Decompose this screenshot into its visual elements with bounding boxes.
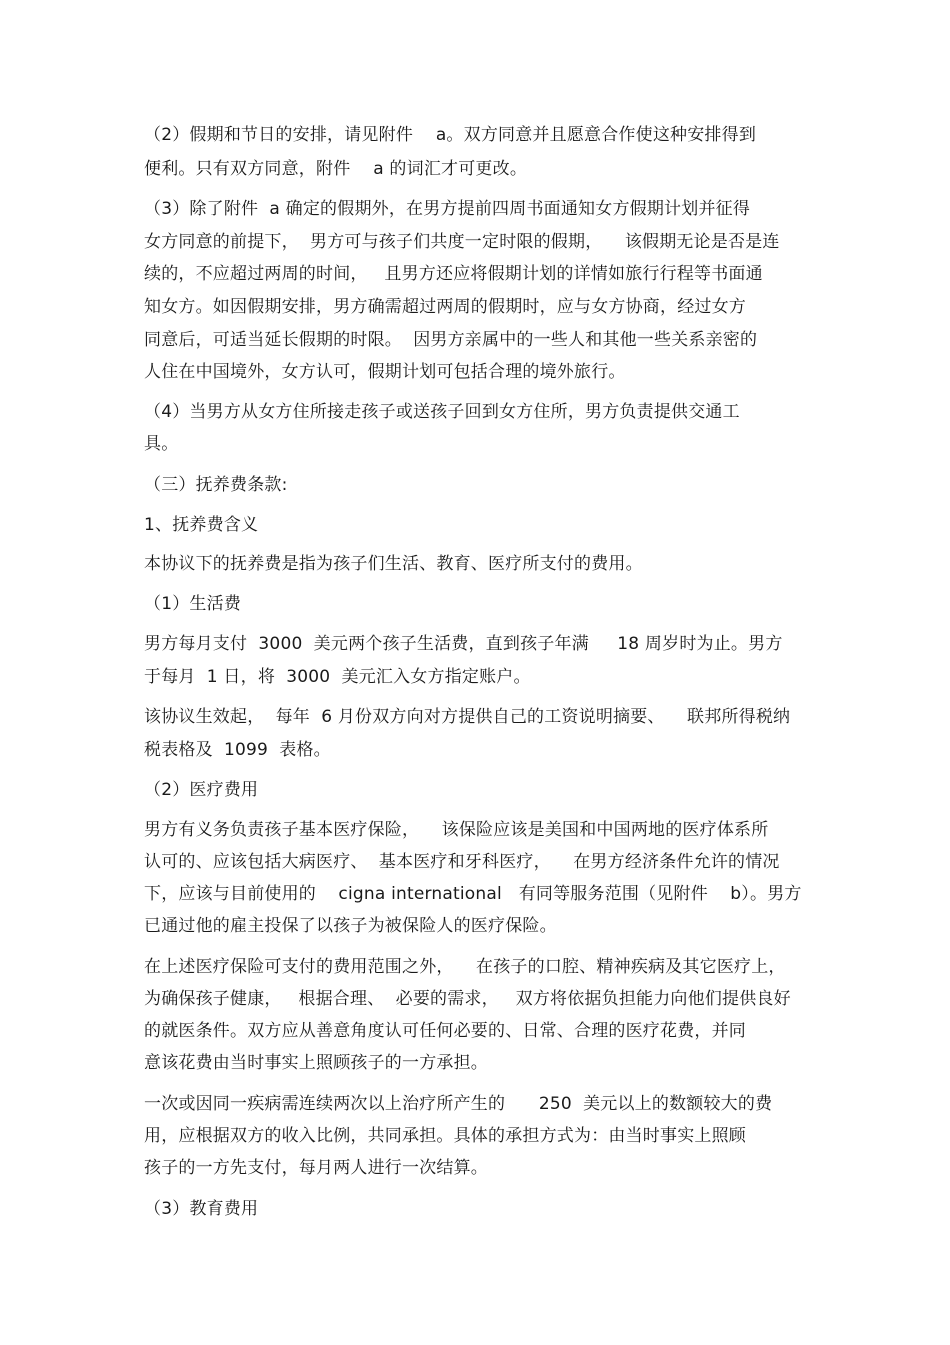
subsection-heading: （2）医疗费用 xyxy=(144,780,259,800)
text-line: 的就医条件。双方应从善意角度认可任何必要的、日常、合理的医疗花费，并同 xyxy=(144,1021,746,1041)
text-line: 便利。只有双方同意，附件 a 的词汇才可更改。 xyxy=(144,159,528,179)
text-line: 下，应该与目前使用的 cigna international 有同等服务范围（见附件 b）。男方 xyxy=(144,884,802,904)
subsection-heading: （3）教育费用 xyxy=(144,1199,259,1219)
text-line: 用，应根据双方的收入比例，共同承担。具体的承担方式为：由当时事实上照顾 xyxy=(144,1126,746,1146)
text-line: （3）除了附件 a 确定的假期外，在男方提前四周书面通知女方假期计划并征得 xyxy=(144,199,751,219)
text-line: 已通过他的雇主投保了以孩子为被保险人的医疗保险。 xyxy=(144,916,557,936)
text-line: 在上述医疗保险可支付的费用范围之外， 在孩子的口腔、精神疾病及其它医疗上， xyxy=(144,957,786,977)
text-line: （4）当男方从女方住所接走孩子或送孩子回到女方住所，男方负责提供交通工 xyxy=(144,402,740,422)
text-line: 男方每月支付 3000 美元两个孩子生活费，直到孩子年满 18 周岁时为止。男方 xyxy=(144,634,783,654)
text-line: 税表格及 1099 表格。 xyxy=(144,740,331,760)
text-line: 同意后，可适当延长假期的时限。 因男方亲属中的一些人和其他一些关系亲密的 xyxy=(144,330,758,350)
text-line: 为确保孩子健康， 根据合理、 必要的需求， 双方将依据负担能力向他们提供良好 xyxy=(144,989,791,1009)
text-line: 续的，不应超过两周的时间， 且男方还应将假期计划的详情如旅行行程等书面通 xyxy=(144,264,763,284)
section-heading: （三）抚养费条款: xyxy=(144,475,288,495)
text-line: 一次或因同一疾病需连续两次以上治疗所产生的 250 美元以上的数额较大的费 xyxy=(144,1094,773,1114)
text-line: 男方有义务负责孩子基本医疗保险， 该保险应该是美国和中国两地的医疗体系所 xyxy=(144,820,769,840)
text-line: （2）假期和节日的安排，请见附件 a。双方同意并且愿意合作使这种安排得到 xyxy=(144,125,757,145)
text-line: 人住在中国境外，女方认可，假期计划可包括合理的境外旅行。 xyxy=(144,362,626,382)
text-line: 知女方。如因假期安排，男方确需超过两周的假期时，应与女方协商，经过女方 xyxy=(144,297,746,317)
text-line: 该协议生效起， 每年 6 月份双方向对方提供自己的工资说明摘要、 联邦所得税纳 xyxy=(144,707,791,727)
text-line: 女方同意的前提下， 男方可与孩子们共度一定时限的假期， 该假期无论是否是连 xyxy=(144,232,780,252)
text-line: 本协议下的抚养费是指为孩子们生活、教育、医疗所支付的费用。 xyxy=(144,554,643,574)
text-line: 认可的、应该包括大病医疗、 基本医疗和牙科医疗， 在男方经济条件允许的情况 xyxy=(144,852,780,872)
subsection-heading: 1、抚养费含义 xyxy=(144,515,259,535)
text-line: 意该花费由当时事实上照顾孩子的一方承担。 xyxy=(144,1053,488,1073)
subsection-heading: （1）生活费 xyxy=(144,594,242,614)
text-line: 孩子的一方先支付，每月两人进行一次结算。 xyxy=(144,1158,488,1178)
text-line: 具。 xyxy=(144,434,179,454)
text-line: 于每月 1 日，将 3000 美元汇入女方指定账户。 xyxy=(144,667,531,687)
